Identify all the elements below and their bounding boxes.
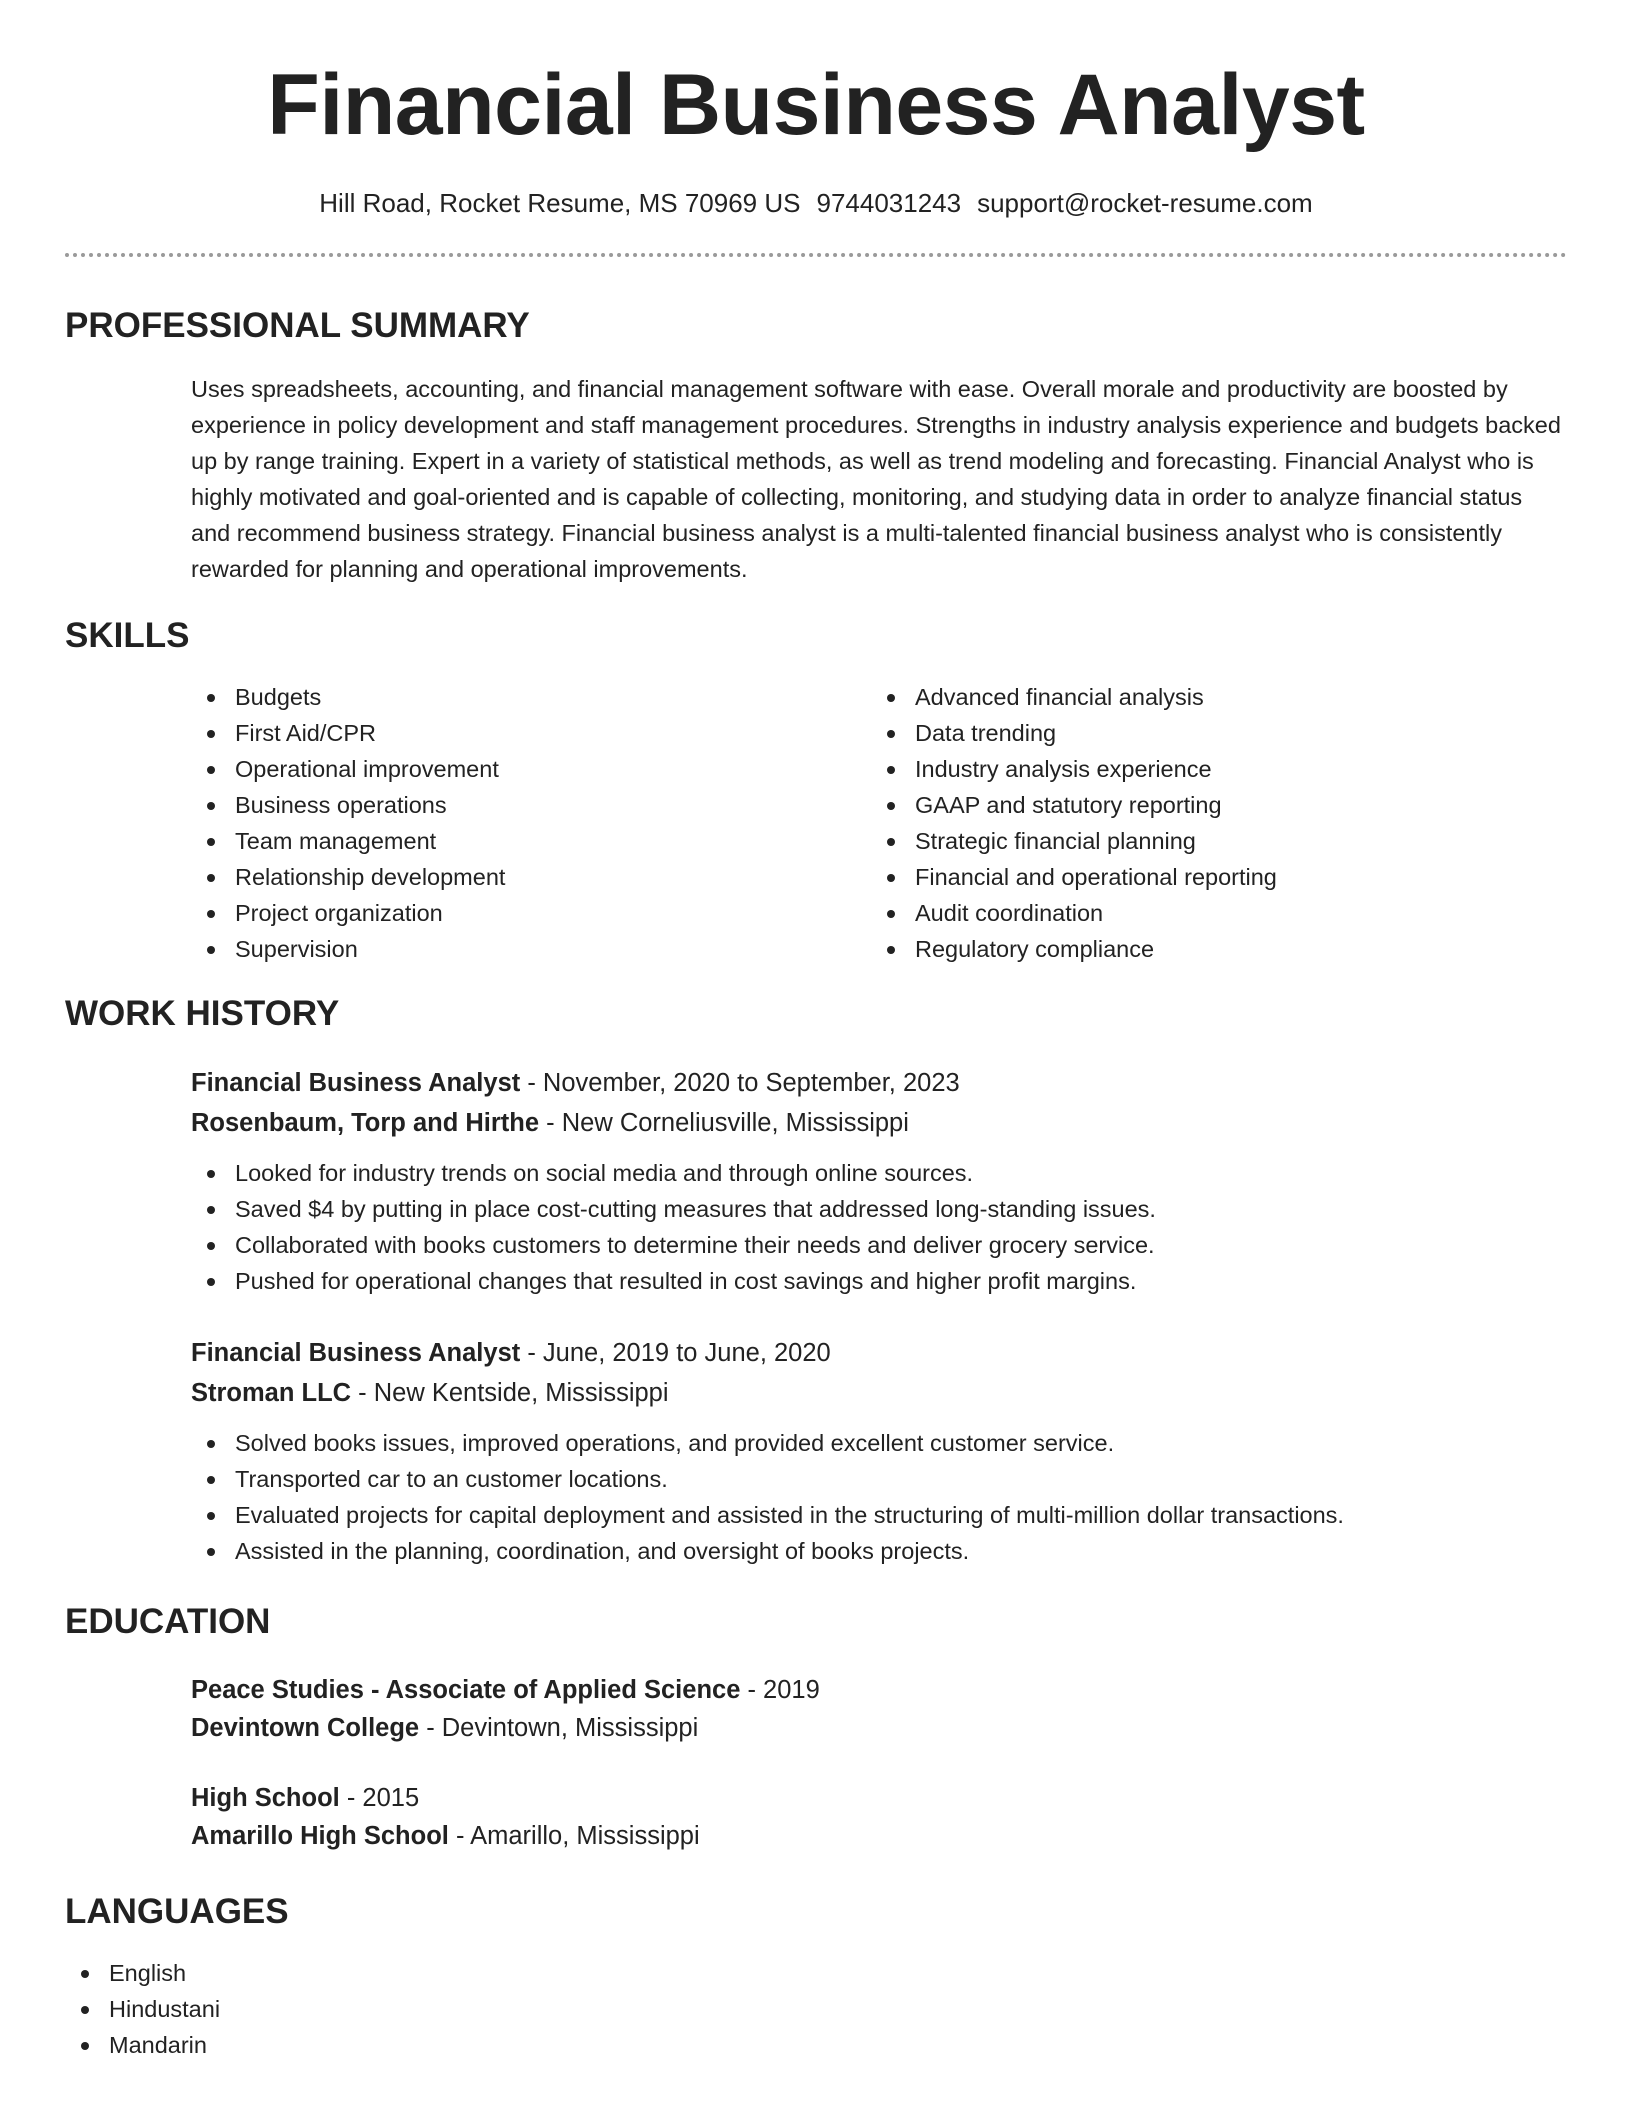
education-degree: High School [191,1784,340,1812]
job-duty: Looked for industry trends on social media and through online sources. [191,1155,1567,1191]
skills-grid [191,679,1567,967]
skills-heading: SKILLS [65,616,190,655]
job-duty: Transported car to an customer locations. [191,1461,1567,1497]
header-divider [65,253,1567,257]
education-school-line [191,1817,1567,1855]
job-duties [191,1425,1567,1569]
job-duty: Evaluated projects for capital deployment and assisted in the structuring of multi-million dollar transactions. [191,1497,1567,1533]
job-duty: Pushed for operational changes that resulted in cost savings and higher profit margins. [191,1263,1567,1299]
skill-item: Industry analysis experience [871,751,1551,787]
job-company: Rosenbaum, Torp and Hirthe [191,1109,540,1137]
contact-phone: 9744031243 [816,188,962,218]
education-section [65,1601,1567,1855]
skill-item: Team management [191,823,871,859]
skill-item: Operational improvement [191,751,871,787]
language-item: Mandarin [65,2027,1567,2063]
education-location: - Amarillo, Mississippi [448,1822,700,1850]
skill-item: Strategic financial planning [871,823,1551,859]
education-location: - Devintown, Mississippi [419,1714,699,1742]
skill-item: Financial and operational reporting [871,859,1551,895]
skill-item: GAAP and statutory reporting [871,787,1551,823]
candidate-name: Financial Business Analyst [267,57,1365,153]
languages-section [65,1891,1567,2063]
contact-address: Hill Road, Rocket Resume, MS 70969 US [319,188,801,218]
education-year: - 2015 [339,1784,420,1812]
skill-item: Relationship development [191,859,871,895]
skill-item: Advanced financial analysis [871,679,1551,715]
education-school: Amarillo High School [191,1822,449,1850]
job-title-line [191,1063,1567,1103]
skill-item: Regulatory compliance [871,931,1551,967]
job-position: Financial Business Analyst [191,1339,521,1367]
education-school: Devintown College [191,1714,420,1742]
contact-info [65,187,1567,219]
language-item: Hindustani [65,1991,1567,2027]
job-location: - New Corneliusville, Mississippi [539,1109,909,1137]
skills-column-left [191,679,871,967]
skill-item: Budgets [191,679,871,715]
skill-item: Project organization [191,895,871,931]
job-dates: - June, 2019 to June, 2020 [520,1339,831,1367]
work-history-section [65,993,1567,1569]
job-dates: - November, 2020 to September, 2023 [520,1069,960,1097]
education-school-line [191,1709,1567,1747]
education-degree-line [191,1779,1567,1817]
summary-text: Uses spreadsheets, accounting, and financial management software with ease. Overall morale and productivity are boosted by experience in policy development and staff management procedures. Strengths in industry analysis experience and budgets backed up by range training. Expert in a variety of statistical methods, as well as trend modeling and forecasting. Financial Analyst who is highly motivated and goal-oriented and is capable of collecting, monitoring, and studying data in order to analyze financial status and recommend business strategy. Financial business analyst is a multi-talented financial business analyst who is consistently rewarded for planning and operational improvements. [191,376,1561,582]
skills-section [65,615,1567,967]
skill-item: Data trending [871,715,1551,751]
skill-item: Supervision [191,931,871,967]
languages-heading: LANGUAGES [65,1892,289,1931]
skill-item: Audit coordination [871,895,1551,931]
job-duties [191,1155,1567,1299]
job-position: Financial Business Analyst [191,1069,521,1097]
job-duty: Saved $4 by putting in place cost-cutting measures that addressed long-standing issues. [191,1191,1567,1227]
education-year: - 2019 [740,1676,820,1704]
job-company: Stroman LLC [191,1379,352,1407]
contact-email: support@rocket-resume.com [977,188,1313,218]
skill-item: First Aid/CPR [191,715,871,751]
skills-column-right [871,679,1551,967]
education-heading: EDUCATION [65,1602,271,1641]
job-entry [191,1333,1567,1569]
job-title-line [191,1333,1567,1373]
job-duty: Collaborated with books customers to determine their needs and deliver grocery service. [191,1227,1567,1263]
job-duty: Solved books issues, improved operations, and provided excellent customer service. [191,1425,1567,1461]
languages-list [65,1955,1567,2063]
job-duty: Assisted in the planning, coordination, and oversight of books projects. [191,1533,1567,1569]
summary-section [65,305,1567,587]
education-degree-line [191,1671,1567,1709]
job-company-line [191,1373,1567,1413]
job-company-line [191,1103,1567,1143]
language-item: English [65,1955,1567,1991]
job-location: - New Kentside, Mississippi [351,1379,669,1407]
summary-heading: PROFESSIONAL SUMMARY [65,306,530,345]
education-entry [191,1671,1567,1747]
skill-item: Business operations [191,787,871,823]
job-entry [191,1063,1567,1299]
education-entry [191,1779,1567,1855]
education-degree: Peace Studies - Associate of Applied Science [191,1676,741,1704]
work-history-heading: WORK HISTORY [65,994,340,1033]
